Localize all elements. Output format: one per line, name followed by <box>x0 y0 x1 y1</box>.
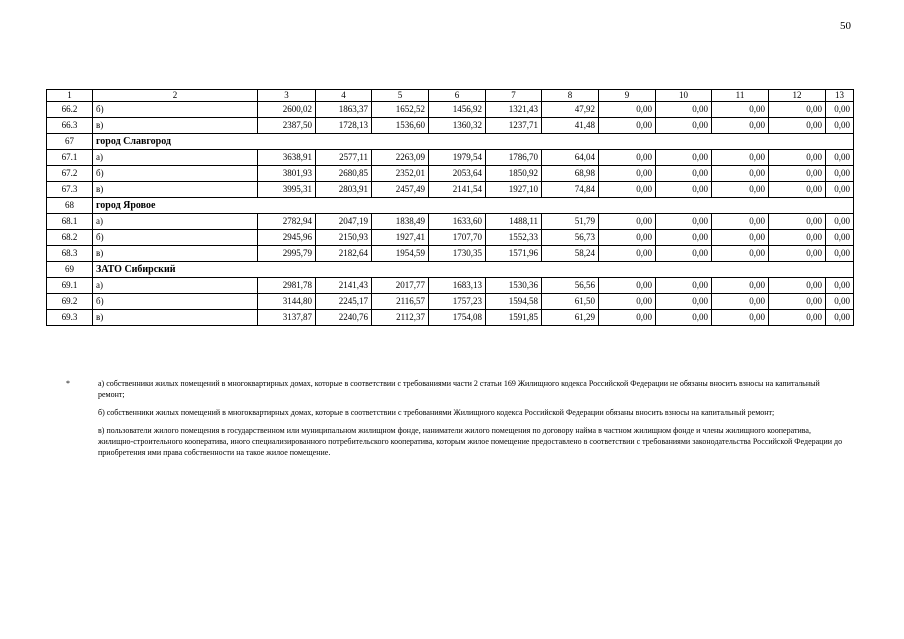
rate-cell: 0,00 <box>599 150 656 166</box>
rate-cell: 2387,50 <box>258 118 316 134</box>
rate-cell: 0,00 <box>712 310 769 326</box>
rate-cell: 0,00 <box>826 278 854 294</box>
owner-category: в) <box>93 310 258 326</box>
rate-cell: 0,00 <box>712 278 769 294</box>
rate-cell: 47,92 <box>542 102 599 118</box>
column-header: 3 <box>258 90 316 102</box>
rate-cell: 74,84 <box>542 182 599 198</box>
rate-cell: 56,73 <box>542 230 599 246</box>
rate-cell: 2995,79 <box>258 246 316 262</box>
rate-cell: 68,98 <box>542 166 599 182</box>
rate-cell: 2240,76 <box>316 310 372 326</box>
rate-cell: 0,00 <box>599 230 656 246</box>
column-header-row <box>47 90 854 102</box>
city-name: город Славгород <box>93 134 854 150</box>
rate-cell: 1321,43 <box>486 102 542 118</box>
row-number: 67 <box>47 134 93 150</box>
rate-cell: 1757,23 <box>429 294 486 310</box>
rate-cell: 2053,64 <box>429 166 486 182</box>
rate-cell: 0,00 <box>826 166 854 182</box>
rate-cell: 0,00 <box>769 230 826 246</box>
rate-cell: 3137,87 <box>258 310 316 326</box>
rate-cell: 1927,10 <box>486 182 542 198</box>
row-number: 66.3 <box>47 118 93 134</box>
rate-cell: 2680,85 <box>316 166 372 182</box>
column-header: 9 <box>599 90 656 102</box>
rate-cell: 1591,85 <box>486 310 542 326</box>
column-header: 8 <box>542 90 599 102</box>
rate-cell: 0,00 <box>712 230 769 246</box>
row-number: 68.1 <box>47 214 93 230</box>
rate-cell: 0,00 <box>769 150 826 166</box>
rate-cell: 2245,17 <box>316 294 372 310</box>
rate-cell: 1683,13 <box>429 278 486 294</box>
row-number: 67.3 <box>47 182 93 198</box>
rate-cell: 2141,43 <box>316 278 372 294</box>
rate-cell: 0,00 <box>712 214 769 230</box>
rate-cell: 2150,93 <box>316 230 372 246</box>
footnotes <box>66 378 846 465</box>
rate-cell: 1927,41 <box>372 230 429 246</box>
rate-cell: 0,00 <box>599 214 656 230</box>
row-number: 69.3 <box>47 310 93 326</box>
owner-category: а) <box>93 214 258 230</box>
table-row <box>47 118 854 134</box>
rate-cell: 0,00 <box>769 246 826 262</box>
column-header: 6 <box>429 90 486 102</box>
rate-cell: 0,00 <box>712 246 769 262</box>
rate-cell: 1838,49 <box>372 214 429 230</box>
rate-cell: 1954,59 <box>372 246 429 262</box>
column-header: 4 <box>316 90 372 102</box>
rate-cell: 0,00 <box>826 150 854 166</box>
row-number: 66.2 <box>47 102 93 118</box>
owner-category: в) <box>93 182 258 198</box>
row-number: 67.2 <box>47 166 93 182</box>
owner-category: б) <box>93 294 258 310</box>
rate-cell: 0,00 <box>656 278 712 294</box>
rate-cell: 1536,60 <box>372 118 429 134</box>
rate-cell: 0,00 <box>599 182 656 198</box>
rate-cell: 56,56 <box>542 278 599 294</box>
rate-cell: 0,00 <box>656 166 712 182</box>
table-row <box>47 166 854 182</box>
rate-cell: 1863,37 <box>316 102 372 118</box>
city-row <box>47 262 854 278</box>
rate-cell: 1488,11 <box>486 214 542 230</box>
table-row <box>47 278 854 294</box>
rate-cell: 1707,70 <box>429 230 486 246</box>
rate-cell: 1571,96 <box>486 246 542 262</box>
owner-category: в) <box>93 246 258 262</box>
owner-category: б) <box>93 102 258 118</box>
rate-cell: 1786,70 <box>486 150 542 166</box>
rate-cell: 1979,54 <box>429 150 486 166</box>
rate-cell: 2116,57 <box>372 294 429 310</box>
rate-cell: 1237,71 <box>486 118 542 134</box>
owner-category: б) <box>93 230 258 246</box>
rate-cell: 0,00 <box>712 166 769 182</box>
rate-cell: 0,00 <box>599 278 656 294</box>
rate-cell: 0,00 <box>656 310 712 326</box>
rate-cell: 0,00 <box>826 310 854 326</box>
rate-cell: 0,00 <box>769 310 826 326</box>
table-row <box>47 246 854 262</box>
row-number: 68.2 <box>47 230 93 246</box>
rate-cell: 0,00 <box>712 150 769 166</box>
rate-cell: 58,24 <box>542 246 599 262</box>
rate-cell: 61,29 <box>542 310 599 326</box>
rate-cell: 0,00 <box>599 246 656 262</box>
rate-cell: 1633,60 <box>429 214 486 230</box>
tariff-table <box>46 89 854 326</box>
row-number: 69.1 <box>47 278 93 294</box>
footnote-a: а) собственники жилых помещений в многоквартирных домах, которые в соответствии с требованиями части 2 статьи 169 Жилищного кодекса Российской Федерации не обязаны вносить взносы на капитальный ремонт; <box>98 379 820 399</box>
rate-cell: 3995,31 <box>258 182 316 198</box>
rate-cell: 0,00 <box>599 310 656 326</box>
table-row <box>47 102 854 118</box>
footnote-marker: * <box>66 379 70 388</box>
rate-cell: 1456,92 <box>429 102 486 118</box>
rate-cell: 0,00 <box>656 102 712 118</box>
rate-cell: 2112,37 <box>372 310 429 326</box>
rate-cell: 2141,54 <box>429 182 486 198</box>
city-name: ЗАТО Сибирский <box>93 262 854 278</box>
column-header: 1 <box>47 90 93 102</box>
rate-cell: 0,00 <box>599 102 656 118</box>
rate-cell: 0,00 <box>826 230 854 246</box>
table-row <box>47 214 854 230</box>
rate-cell: 0,00 <box>826 214 854 230</box>
rate-cell: 0,00 <box>656 150 712 166</box>
rate-cell: 1594,58 <box>486 294 542 310</box>
rate-cell: 0,00 <box>712 182 769 198</box>
rate-cell: 0,00 <box>656 230 712 246</box>
row-number: 69 <box>47 262 93 278</box>
rate-cell: 2782,94 <box>258 214 316 230</box>
rate-cell: 64,04 <box>542 150 599 166</box>
rate-cell: 0,00 <box>769 166 826 182</box>
rate-cell: 2182,64 <box>316 246 372 262</box>
owner-category: а) <box>93 278 258 294</box>
column-header: 12 <box>769 90 826 102</box>
table-row <box>47 230 854 246</box>
rate-cell: 0,00 <box>769 102 826 118</box>
rate-cell: 0,00 <box>769 214 826 230</box>
rate-cell: 0,00 <box>826 182 854 198</box>
rate-cell: 0,00 <box>656 214 712 230</box>
rate-cell: 2945,96 <box>258 230 316 246</box>
owner-category: б) <box>93 166 258 182</box>
rate-cell: 3801,93 <box>258 166 316 182</box>
owner-category: а) <box>93 150 258 166</box>
page-number: 50 <box>840 20 851 32</box>
rate-cell: 0,00 <box>826 246 854 262</box>
rate-cell: 2047,19 <box>316 214 372 230</box>
rate-cell: 0,00 <box>599 294 656 310</box>
city-row <box>47 134 854 150</box>
rate-cell: 0,00 <box>712 118 769 134</box>
city-row <box>47 198 854 214</box>
rate-cell: 1730,35 <box>429 246 486 262</box>
table-row <box>47 294 854 310</box>
column-header: 13 <box>826 90 854 102</box>
rate-cell: 3144,80 <box>258 294 316 310</box>
column-header: 11 <box>712 90 769 102</box>
rate-cell: 0,00 <box>599 118 656 134</box>
rate-cell: 0,00 <box>712 294 769 310</box>
rate-cell: 0,00 <box>656 118 712 134</box>
rate-cell: 2017,77 <box>372 278 429 294</box>
rate-cell: 41,48 <box>542 118 599 134</box>
rate-cell: 2600,02 <box>258 102 316 118</box>
rate-cell: 0,00 <box>826 118 854 134</box>
column-header: 5 <box>372 90 429 102</box>
rate-cell: 0,00 <box>769 182 826 198</box>
rate-cell: 2981,78 <box>258 278 316 294</box>
rate-cell: 0,00 <box>826 294 854 310</box>
row-number: 68.3 <box>47 246 93 262</box>
column-header: 7 <box>486 90 542 102</box>
rate-cell: 0,00 <box>769 294 826 310</box>
rate-cell: 0,00 <box>599 166 656 182</box>
rate-cell: 2457,49 <box>372 182 429 198</box>
rate-cell: 0,00 <box>656 182 712 198</box>
rate-cell: 1530,36 <box>486 278 542 294</box>
table-row <box>47 310 854 326</box>
city-name: город Яровое <box>93 198 854 214</box>
rate-cell: 2352,01 <box>372 166 429 182</box>
column-header: 2 <box>93 90 258 102</box>
rate-cell: 2803,91 <box>316 182 372 198</box>
footnote-c: в) пользователи жилого помещения в государственном или муниципальном жилищном фонде, наниматели жилого помещения по договору найма в частном жилищном фонде и члены жилищного кооператива, жилищно-строительного кооператива, иного специализированного потребительского кооператива, которым жилое помещение предоставлено в соответствии с требованиями законодательства Российской Федерации до приобретения ими права собственности на такое жилое помещение. <box>98 426 843 457</box>
rate-cell: 1652,52 <box>372 102 429 118</box>
rate-cell: 0,00 <box>656 294 712 310</box>
rate-cell: 0,00 <box>769 118 826 134</box>
row-number: 67.1 <box>47 150 93 166</box>
row-number: 69.2 <box>47 294 93 310</box>
column-header: 10 <box>656 90 712 102</box>
footnote-b: б) собственники жилых помещений в многоквартирных домах, которые в соответствии с требованиями Жилищного кодекса Российской Федерации обязаны вносить взносы на капитальный ремонт; <box>98 408 775 417</box>
rate-cell: 0,00 <box>656 246 712 262</box>
rate-cell: 0,00 <box>826 102 854 118</box>
rate-cell: 61,50 <box>542 294 599 310</box>
rate-cell: 2577,11 <box>316 150 372 166</box>
rate-cell: 51,79 <box>542 214 599 230</box>
rate-cell: 1754,08 <box>429 310 486 326</box>
rate-cell: 1552,33 <box>486 230 542 246</box>
rate-cell: 3638,91 <box>258 150 316 166</box>
table-row <box>47 150 854 166</box>
rate-cell: 1728,13 <box>316 118 372 134</box>
table-row <box>47 182 854 198</box>
row-number: 68 <box>47 198 93 214</box>
rate-cell: 0,00 <box>769 278 826 294</box>
rate-cell: 1360,32 <box>429 118 486 134</box>
rate-cell: 1850,92 <box>486 166 542 182</box>
rate-cell: 0,00 <box>712 102 769 118</box>
rate-cell: 2263,09 <box>372 150 429 166</box>
owner-category: в) <box>93 118 258 134</box>
